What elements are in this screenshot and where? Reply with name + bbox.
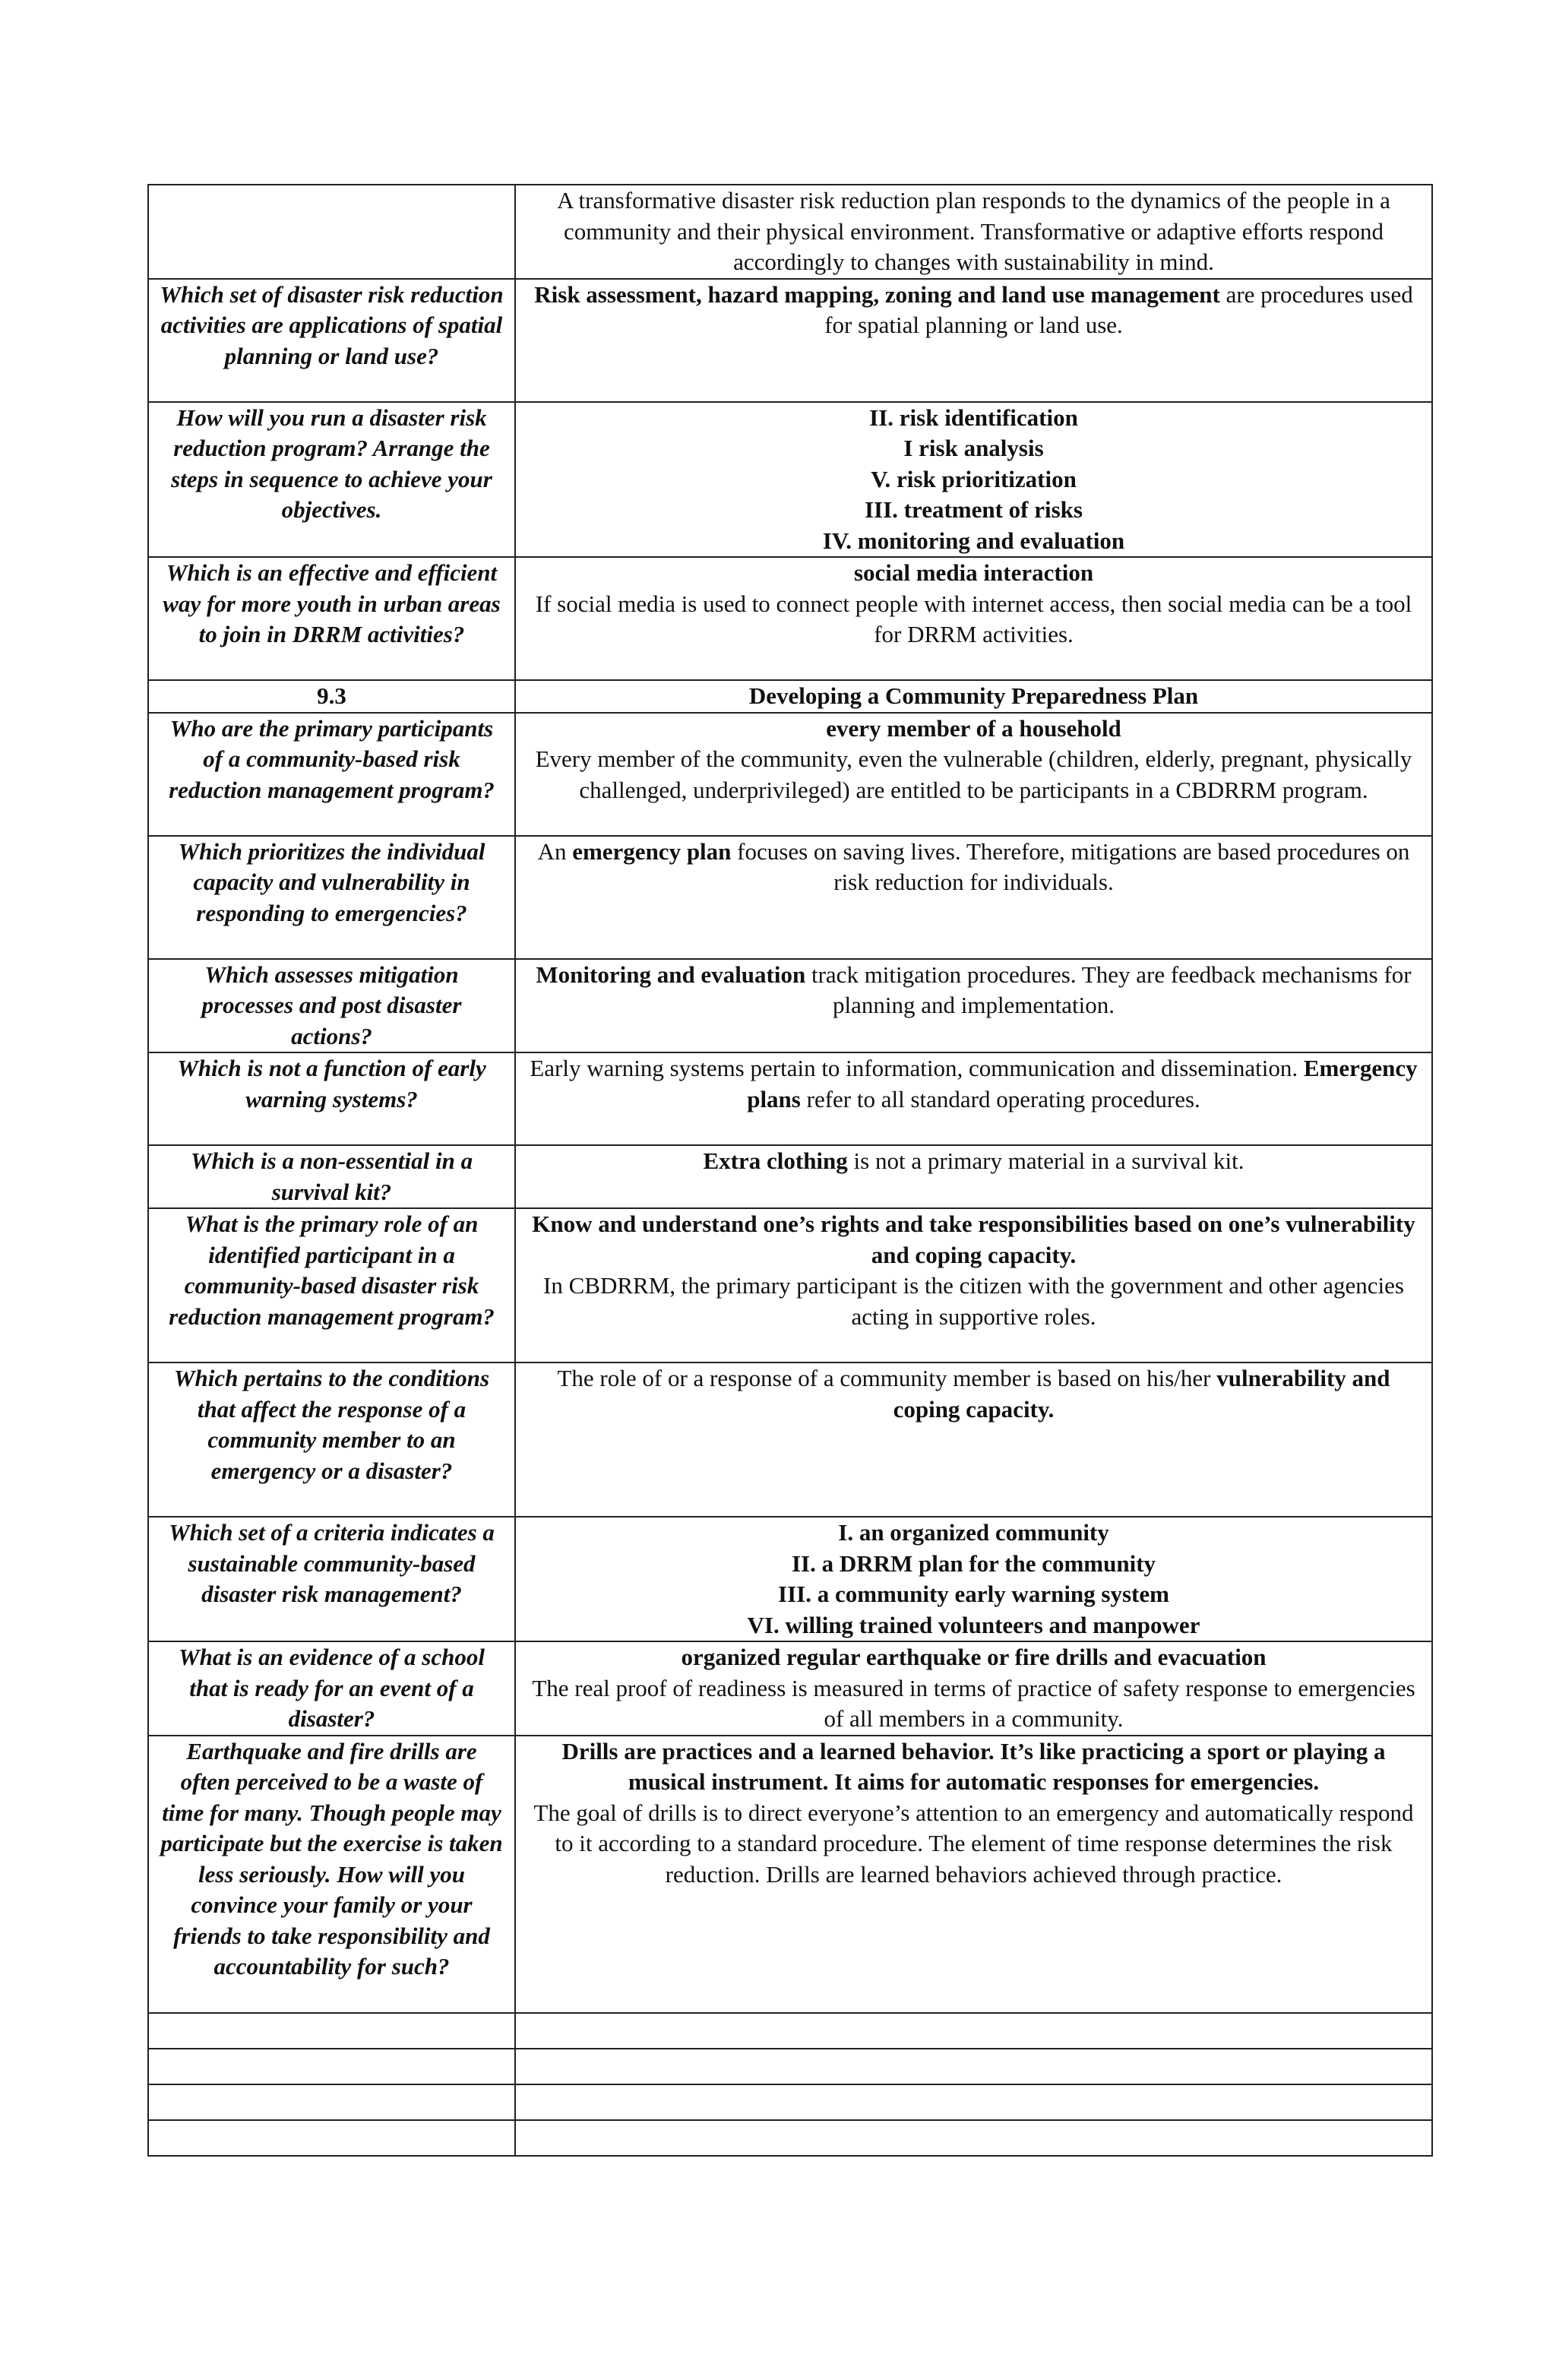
- answer-heading: V. risk prioritization: [871, 465, 1077, 492]
- answer-paragraph: [527, 185, 1421, 278]
- answer-text: Early warning systems pertain to information, communication and dissemination.: [530, 1055, 1304, 1081]
- section-number-cell: 9.3: [148, 680, 515, 713]
- table-row: [148, 836, 1432, 959]
- question-cell: Who are the primary participants of a community-based risk reduction management program?: [148, 713, 515, 836]
- answer-heading: every member of a household: [826, 714, 1121, 742]
- table-row: [148, 185, 1432, 279]
- answer-heading: VI. willing trained volunteers and manpower: [747, 1611, 1200, 1638]
- question-cell: Which is an effective and efficient way for more youth in urban areas to join in DRRM activities?: [148, 557, 515, 680]
- answer-paragraph: [527, 1146, 1421, 1177]
- answer-cell: [515, 2120, 1432, 2156]
- answer-cell: [515, 2013, 1432, 2049]
- question-cell: [148, 185, 515, 279]
- answer-text: Every member of the community, even the vulnerable (children, elderly, pregnant, physically challenged, underprivileged) are entitled to be participants in a CBDRRM program.: [535, 745, 1412, 803]
- answer-cell: [515, 1145, 1432, 1208]
- answer-emphasis: vulnerability and coping capacity.: [893, 1365, 1390, 1423]
- answer-text: focuses on saving lives. Therefore, mitigations are based procedures on risk reduction for individuals.: [731, 837, 1410, 895]
- answer-heading: II. risk identification: [869, 404, 1078, 431]
- answer-cell: [515, 557, 1432, 680]
- answer-text: is not a primary material in a survival kit.: [847, 1147, 1244, 1174]
- answer-text: The goal of drills is to direct everyone’s attention to an emergency and automatically respond to it according to a standard procedure. The element of time response determines the risk reduction. Drills are learned behaviors achieved through practice.: [533, 1799, 1414, 1888]
- question-cell: What is an evidence of a school that is ready for an event of a disaster?: [148, 1641, 515, 1736]
- table-row: [148, 2049, 1432, 2084]
- answer-cell: [515, 1362, 1432, 1517]
- answer-cell: [515, 1736, 1432, 2013]
- answer-cell: [515, 2084, 1432, 2120]
- question-cell: Which is not a function of early warning systems?: [148, 1052, 515, 1145]
- answer-heading: III. a community early warning system: [778, 1581, 1169, 1607]
- table-row: [148, 713, 1432, 836]
- answer-paragraph: [527, 1363, 1421, 1425]
- answer-text: If social media is used to connect people with internet access, then social media can be a tool for DRRM activities.: [535, 590, 1412, 647]
- table-row: [148, 1641, 1432, 1736]
- question-cell: Which pertains to the conditions that affect the response of a community member to an emergency or a disaster?: [148, 1362, 515, 1517]
- answer-emphasis: Emergency plans: [747, 1055, 1418, 1112]
- answer-emphasis: Extra clothing: [703, 1147, 848, 1174]
- answer-heading: organized regular earthquake or fire drills and evacuation: [681, 1644, 1267, 1670]
- answer-text: are procedures used for spatial planning or land use.: [824, 280, 1413, 338]
- answer-heading: Developing a Community Preparedness Plan: [748, 682, 1199, 709]
- answer-cell: [515, 1052, 1432, 1145]
- answer-heading: IV. monitoring and evaluation: [822, 527, 1125, 554]
- answer-paragraph: [527, 1053, 1421, 1115]
- table-row: [148, 680, 1432, 713]
- answer-text: The real proof of readiness is measured in terms of practice of safety response to emergencies of all members in a community.: [532, 1674, 1415, 1732]
- qa-table-body: [148, 185, 1432, 2156]
- question-cell: What is the primary role of an identified participant in a community-based disaster risk reduction management program?: [148, 1208, 515, 1362]
- answer-text: The role of or a response of a community member is based on his/her: [557, 1365, 1217, 1391]
- answer-paragraph: [527, 837, 1421, 898]
- qa-table: [147, 184, 1433, 2157]
- table-row: [148, 1362, 1432, 1517]
- answer-text: An: [537, 837, 573, 865]
- question-cell: Which set of disaster risk reduction activities are applications of spatial planning or land use?: [148, 279, 515, 402]
- question-cell: Which prioritizes the individual capacity and vulnerability in responding to emergencies?: [148, 836, 515, 959]
- question-cell: How will you run a disaster risk reduction program? Arrange the steps in sequence to achieve your objectives.: [148, 402, 515, 558]
- answer-cell: [515, 185, 1432, 279]
- answer-cell: [515, 1641, 1432, 1736]
- answer-text: refer to all standard operating procedures.: [800, 1085, 1200, 1112]
- table-row: [148, 2084, 1432, 2120]
- table-row: [148, 2120, 1432, 2156]
- table-row: [148, 402, 1432, 558]
- answer-heading: III. treatment of risks: [864, 496, 1083, 523]
- answer-text: track mitigation procedures. They are feedback mechanisms for planning and implementation.: [805, 961, 1412, 1018]
- answer-paragraph: [527, 280, 1421, 341]
- question-cell: [148, 2013, 515, 2049]
- answer-heading: Know and understand one’s rights and take responsibilities based on one’s vulnerability and coping capacity.: [532, 1211, 1415, 1268]
- table-row: [148, 279, 1432, 402]
- answer-cell: [515, 959, 1432, 1053]
- answer-cell: [515, 836, 1432, 959]
- answer-cell: [515, 279, 1432, 402]
- question-cell: [148, 2084, 515, 2120]
- answer-heading: I. an organized community: [838, 1519, 1109, 1546]
- question-cell: Which set of a criteria indicates a sustainable community-based disaster risk management?: [148, 1517, 515, 1641]
- answer-cell: [515, 402, 1432, 558]
- answer-emphasis: Risk assessment, hazard mapping, zoning and land use management: [534, 280, 1220, 308]
- table-row: [148, 1145, 1432, 1208]
- answer-emphasis: emergency plan: [572, 837, 732, 865]
- table-row: [148, 1736, 1432, 2013]
- table-row: [148, 959, 1432, 1053]
- answer-cell: [515, 713, 1432, 836]
- answer-text: In CBDRRM, the primary participant is the citizen with the government and other agencies acting in supportive roles.: [543, 1272, 1404, 1330]
- question-cell: Earthquake and fire drills are often perceived to be a waste of time for many. Though people may participate but the exercise is taken less seriously. How will you convince your family or your friends to take responsibility and accountability for such?: [148, 1736, 515, 2013]
- table-row: [148, 2013, 1432, 2049]
- answer-emphasis: Monitoring and evaluation: [536, 961, 806, 988]
- table-row: [148, 1208, 1432, 1362]
- question-cell: [148, 2049, 515, 2084]
- answer-heading: social media interaction: [853, 559, 1094, 586]
- answer-cell: [515, 1517, 1432, 1641]
- question-cell: Which assesses mitigation processes and post disaster actions?: [148, 959, 515, 1053]
- table-row: [148, 1052, 1432, 1145]
- answer-paragraph: [527, 960, 1421, 1021]
- answer-heading: Drills are practices and a learned behavior. It’s like practicing a sport or playing a musical instrument. It aims for automatic responses for emergencies.: [561, 1737, 1386, 1795]
- answer-cell: [515, 2049, 1432, 2084]
- answer-cell: [515, 1208, 1432, 1362]
- answer-cell: [515, 680, 1432, 713]
- answer-text: A transformative disaster risk reduction plan responds to the dynamics of the people in a community and their physical environment. Transformative or adaptive efforts respond accordingly to changes with sustainability in mind.: [557, 187, 1390, 275]
- question-cell: Which is a non-essential in a survival kit?: [148, 1145, 515, 1208]
- question-cell: [148, 2120, 515, 2156]
- table-row: [148, 1517, 1432, 1641]
- answer-heading: II. a DRRM plan for the community: [791, 1549, 1156, 1577]
- table-row: [148, 557, 1432, 680]
- answer-heading: I risk analysis: [903, 435, 1044, 461]
